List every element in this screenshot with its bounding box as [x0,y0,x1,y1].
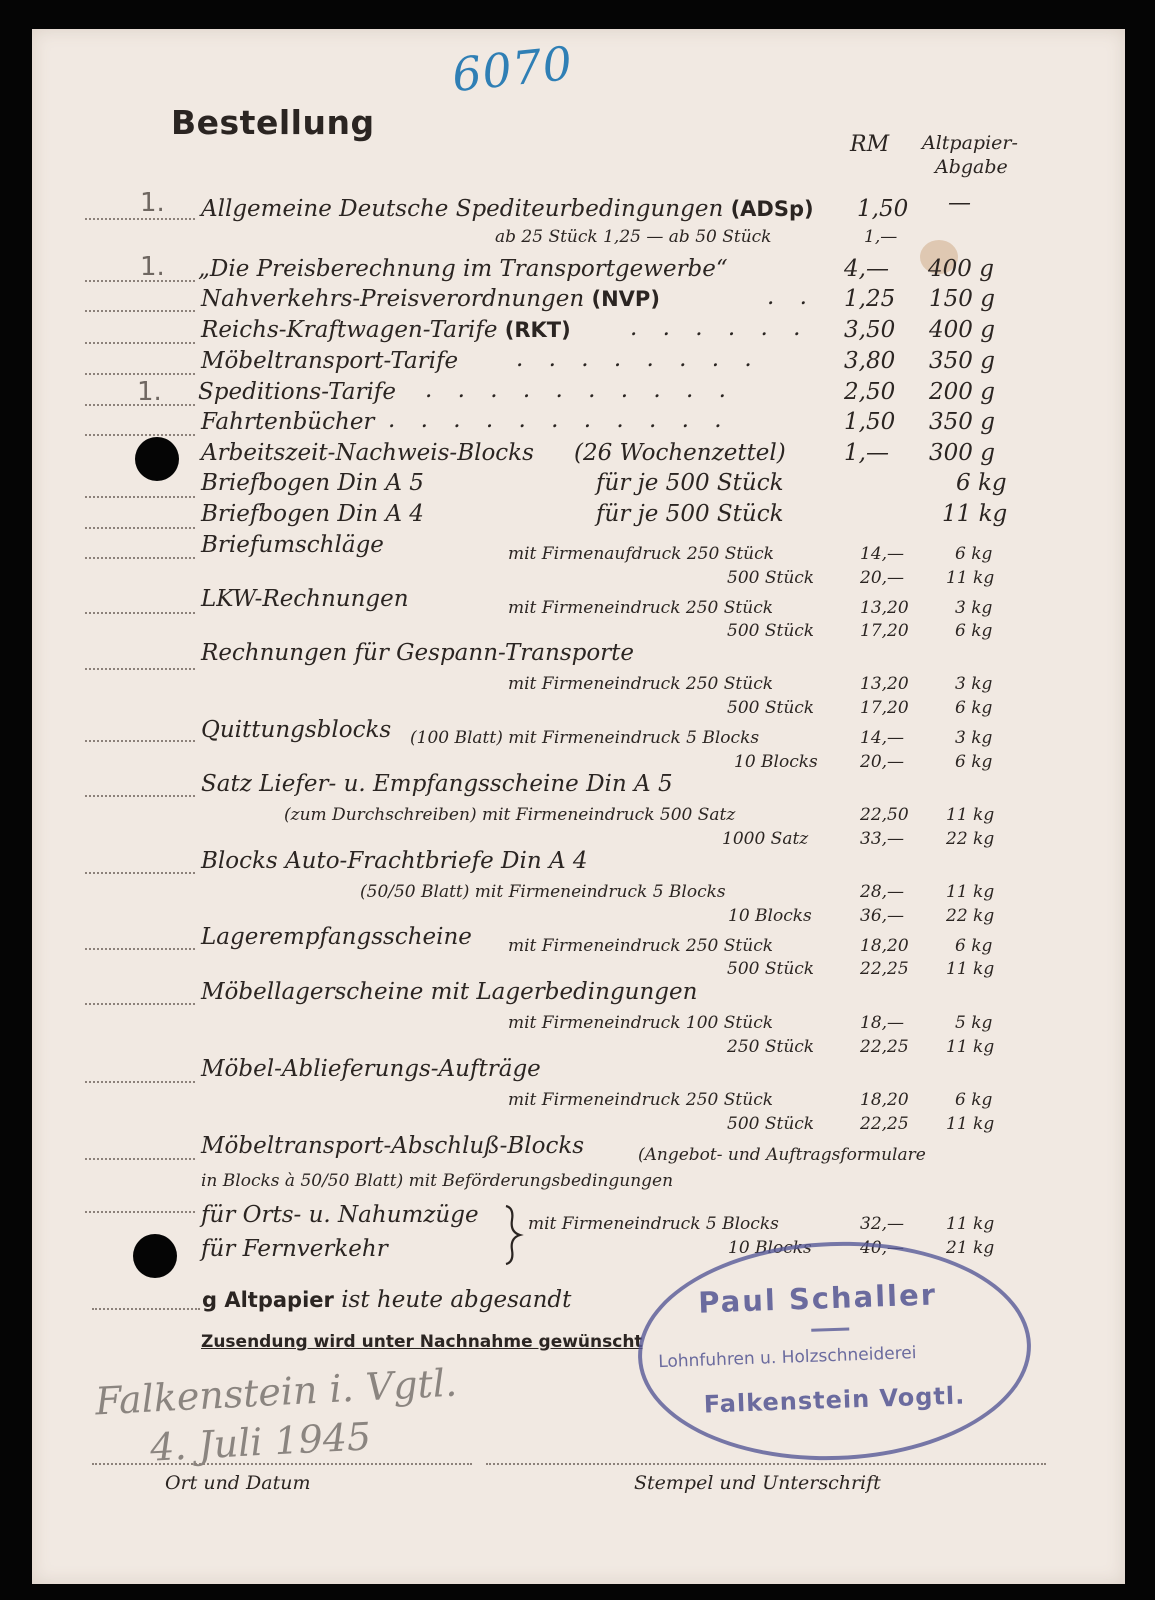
qty-line [85,496,195,498]
row-price: 22,25 [860,1114,909,1134]
qty-line [85,668,195,670]
stamp-name: Paul Schaller [697,1277,938,1320]
row-label: (50/50 Blatt) mit Firmeneindruck 5 Blocks [360,882,726,902]
item-dots: . . . . . . . . . . [425,377,735,403]
row-paper: 3 kg [955,674,993,694]
item-name: LKW-Rechnungen [201,586,409,612]
item-price: 1,50 [857,196,909,222]
item-name: Quittungsblocks [201,717,392,743]
item-name: Blocks Auto-Frachtbriefe Din A 4 [201,848,588,874]
row-label: mit Firmeneindruck 100 Stück [508,1013,774,1033]
qty-line [85,373,195,375]
row-label: 500 Stück [727,1114,815,1134]
row-price: 22,25 [860,1037,909,1057]
item-name: Arbeitszeit-Nachweis-Blocks [201,440,534,466]
row-paper: 6 kg [955,621,993,641]
stempel-label: Stempel und Unterschrift [634,1472,881,1494]
row-price: 20,— [860,568,905,588]
row-label: mit Firmeneindruck 250 Stück [508,674,774,694]
row-label: mit Firmenaufdruck 250 Stück [508,544,774,564]
item-price: 1,25 [844,286,896,312]
signature-line [486,1463,1046,1465]
item-name: Nahverkehrs-Preisverordnungen (NVP) [201,286,660,312]
nachnahme-note: Zusendung wird unter Nachnahme gewünscht [201,1332,643,1352]
item-name: Reichs-Kraftwagen-Tarife (RKT) [201,317,571,343]
item-name: Möbel-Ablieferungs-Aufträge [201,1056,541,1082]
item-name: Fahrtenbücher [201,409,375,435]
stamp-town: Falkenstein Vogtl. [703,1381,966,1419]
row-paper: 3 kg [955,598,993,618]
item-name: Briefbogen Din A 5 [201,470,424,496]
item-name: Lagerempfangsscheine [201,924,472,950]
row-paper: 11 kg [946,882,995,902]
qty-line [85,557,195,559]
qty-line [85,1003,195,1005]
handwritten-qty-mark: 1. [140,252,165,282]
item-name: Allgemeine Deutsche Spediteurbedingungen (ADSp) [201,196,814,222]
item-price: 2,50 [844,379,896,405]
qty-line [85,948,195,950]
row-label: mit Firmeneindruck 250 Stück [508,1090,774,1110]
row-paper: 3 kg [955,728,993,748]
row-label: (zum Durchschreiben) mit Firmeneindruck 500 Satz [284,805,736,825]
brace-icon [500,1204,526,1266]
qty-line [85,1211,195,1213]
item-note: (26 Wochenzettel) [574,440,786,466]
row-paper: 21 kg [946,1238,995,1258]
row-price: 14,— [860,728,905,748]
item-paper: 200 g [929,379,995,405]
row-label: 10 Blocks [728,906,812,926]
item-name: für Orts- u. Nahumzüge [201,1202,479,1228]
row-paper: 11 kg [946,1037,995,1057]
ort-datum-line [92,1463,472,1465]
row-price: 20,— [860,752,905,772]
item-dots: . . [767,284,816,310]
qty-line [85,527,195,529]
item-paper: 11 kg [942,501,1008,527]
stamp-business: Lohnfuhren u. Holzschneiderei [657,1343,917,1373]
altpapier-sent: g Altpapier ist heute abgesandt [202,1287,572,1313]
row-label: 1000 Satz [722,829,809,849]
punch-hole-top [135,437,179,481]
item-name: Möbeltransport-Abschluß-Blocks [201,1133,585,1159]
row-price: 18,— [860,1013,905,1033]
row-paper: 11 kg [946,568,995,588]
item-paper: 400 g [929,317,995,343]
item-name: Speditions-Tarife [198,379,396,405]
handwritten-place: Falkenstein i. Vgtl. [94,1360,459,1424]
handwritten-qty-mark: 1. [140,188,165,218]
item-note: ab 25 Stück 1,25 — ab 50 Stück [495,227,772,247]
item-paper: 6 kg [956,470,1007,496]
row-label: (100 Blatt) mit Firmeneindruck 5 Blocks [410,728,760,748]
row-label: 500 Stück [727,621,815,641]
row-label: 500 Stück [727,698,815,718]
col-header-altpapier: Altpapier- [922,132,1018,154]
item-price: 3,50 [844,317,896,343]
row-paper: 11 kg [946,959,995,979]
row-price: 17,20 [860,621,909,641]
row-paper: 11 kg [946,1114,995,1134]
row-price: 13,20 [860,598,909,618]
stamp-divider [811,1327,849,1331]
row-label: 500 Stück [727,568,815,588]
item-name: Möbeltransport-Tarife [201,348,459,374]
qty-line [85,218,195,220]
row-paper: 22 kg [946,906,995,926]
row-price: 40,— [860,1238,905,1258]
item-paper: 150 g [929,286,995,312]
row-paper: 6 kg [955,544,993,564]
row-price: 17,20 [860,698,909,718]
punch-hole-bottom [133,1234,177,1278]
qty-line [85,795,195,797]
item-name: „Die Preisberechnung im Transportgewerbe“ [198,256,728,282]
qty-line [85,1158,195,1160]
item-name: Möbellagerscheine mit Lagerbedingungen [201,979,698,1005]
altpapier-line [92,1308,200,1310]
row-label: 10 Blocks [728,1238,812,1258]
item-name: für Fernverkehr [201,1236,388,1262]
row-price: 13,20 [860,674,909,694]
row-price: 14,— [860,544,905,564]
qty-line [85,434,195,436]
item-price: 1,— [864,227,898,247]
item-paper: 350 g [929,409,995,435]
row-paper: 11 kg [946,805,995,825]
row-label: mit Firmeneindruck 5 Blocks [528,1214,779,1234]
item-price: 3,80 [844,348,896,374]
item-paper: — [948,190,971,216]
row-label: 10 Blocks [734,752,818,772]
qty-line [85,1081,195,1083]
qty-line [85,342,195,344]
ort-datum-label: Ort und Datum [165,1472,311,1494]
row-price: 18,20 [860,1090,909,1110]
item-price: 1,— [844,440,889,466]
row-price: 32,— [860,1214,905,1234]
item-paper: 300 g [929,440,995,466]
row-price: 33,— [860,829,905,849]
page-title: Bestellung [171,103,375,142]
item-name: Briefumschläge [201,532,384,558]
item-paper: 350 g [929,348,995,374]
row-label: mit Firmeneindruck 250 Stück [508,936,774,956]
row-price: 36,— [860,906,905,926]
row-paper: 22 kg [946,829,995,849]
item-qty: für je 500 Stück [596,501,784,527]
qty-line [85,872,195,874]
col-header-abgabe: Abgabe [935,156,1008,178]
item-note: (Angebot- und Auftragsformulare [638,1145,926,1165]
row-paper: 5 kg [955,1013,993,1033]
item-paper: 400 g [928,256,994,282]
row-price: 22,25 [860,959,909,979]
handwritten-qty-mark: 1. [137,377,162,407]
item-price: 1,50 [844,409,896,435]
handwritten-number: 6070 [449,35,576,103]
row-paper: 11 kg [946,1214,995,1234]
row-label: mit Firmeneindruck 250 Stück [508,598,774,618]
item-dots: . . . . . . . . [516,346,761,372]
row-paper: 6 kg [955,1090,993,1110]
handwritten-date: 4. Juli 1945 [149,1414,373,1470]
col-header-rm: RM [850,132,890,157]
item-price: 4,— [844,256,889,282]
item-name: Satz Liefer- u. Empfangsscheine Din A 5 [201,771,673,797]
item-name: Rechnungen für Gespann-Transporte [201,640,635,666]
item-name: Briefbogen Din A 4 [201,501,424,527]
qty-line [85,740,195,742]
qty-line [85,310,195,312]
qty-line [85,612,195,614]
row-paper: 6 kg [955,936,993,956]
row-paper: 6 kg [955,752,993,772]
item-dots: . . . . . . . . . . . [388,407,731,433]
row-label: 500 Stück [727,959,815,979]
item-note: in Blocks à 50/50 Blatt) mit Beförderungsbedingungen [201,1171,674,1191]
item-qty: für je 500 Stück [596,470,784,496]
row-price: 22,50 [860,805,909,825]
row-paper: 6 kg [955,698,993,718]
row-price: 18,20 [860,936,909,956]
row-label: 250 Stück [727,1037,815,1057]
item-dots: . . . . . . [630,315,810,341]
row-price: 28,— [860,882,905,902]
